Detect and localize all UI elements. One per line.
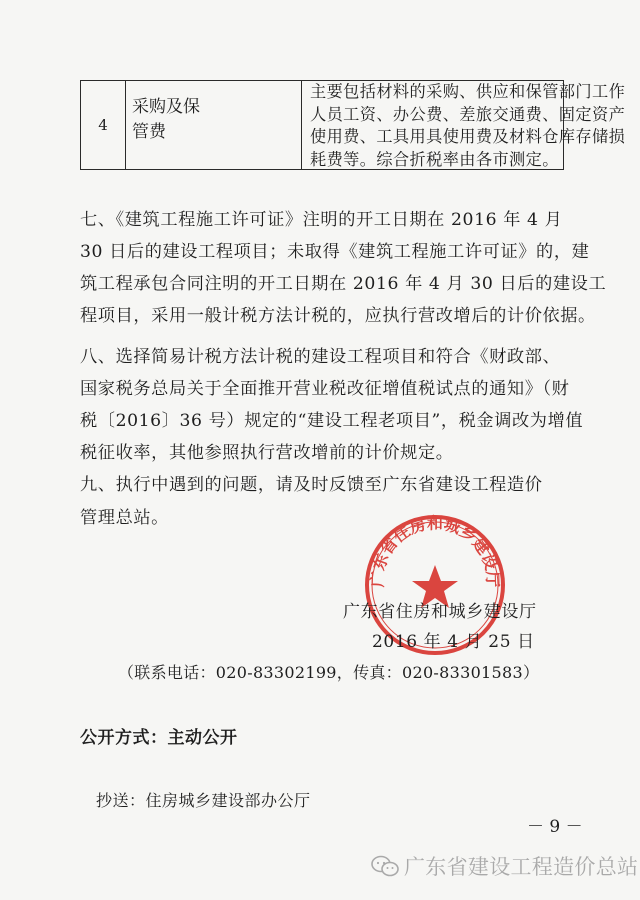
wechat-icon (370, 855, 400, 877)
paragraph-line: 筑工程承包合同注明的开工日期在 2016 年 4 月 30 日后的建设工 (80, 274, 607, 294)
fee-item-description (302, 81, 626, 169)
signing-organization: 广东省住房和城乡建设厅 (343, 602, 537, 622)
description-line: 耗费等。综合折税率由各市测定。 (310, 149, 559, 169)
row-number: 4 (81, 81, 126, 169)
paragraph-line: 税征收率，其他参照执行营改增前的计价规定。 (80, 443, 454, 463)
paragraph-line: 九、执行中遇到的问题，请及时反馈至广东省建设工程造价 (80, 475, 543, 495)
paragraph-line: 30 日后的建设工程项目；未取得《建筑工程施工许可证》的，建 (80, 242, 590, 262)
disclosure-method: 公开方式：主动公开 (80, 728, 238, 748)
paragraph-line: 管理总站。 (80, 508, 169, 528)
seal-text: 广东省住房和城乡建设厅 (367, 513, 503, 588)
paragraph-line: 七、《建筑工程施工许可证》注明的开工日期在 2016 年 4 月 (80, 210, 563, 230)
fee-item-name (126, 81, 302, 169)
paragraph-line: 税〔2016〕36 号）规定的“建设工程老项目”，税金调改为增值 (80, 411, 584, 431)
fee-table-row (80, 80, 626, 170)
contact-info: （联系电话：020-83302199，传真：020-83301583） (118, 663, 540, 682)
description-line: 使用费、工具用具使用费及材料仓库存储损 (310, 127, 626, 146)
signing-date: 2016 年 4 月 25 日 (372, 632, 535, 652)
description-line: 人员工资、办公费、差旅交通费、固定资产 (310, 104, 626, 124)
paragraph-line: 国家税务总局关于全面推开营业税改征增值税试点的通知》（财 (80, 379, 570, 399)
footer-account-name: 广东省建设工程造价总站 (404, 855, 639, 879)
fee-item-line: 采购及保 (132, 97, 200, 117)
page-number: － 9 － (527, 817, 583, 837)
fee-item-line: 管费 (132, 122, 166, 142)
paragraph-line: 程项目，采用一般计税方法计税的，应执行营改增后的计价依据。 (80, 306, 596, 326)
copy-to: 抄送：住房城乡建设部办公厅 (96, 791, 311, 810)
watermark-footer (370, 854, 638, 878)
description-line: 主要包括材料的采购、供应和保管部门工作 (310, 82, 626, 101)
paragraph-line: 八、选择简易计税方法计税的建设工程项目和符合《财政部、 (80, 347, 561, 367)
